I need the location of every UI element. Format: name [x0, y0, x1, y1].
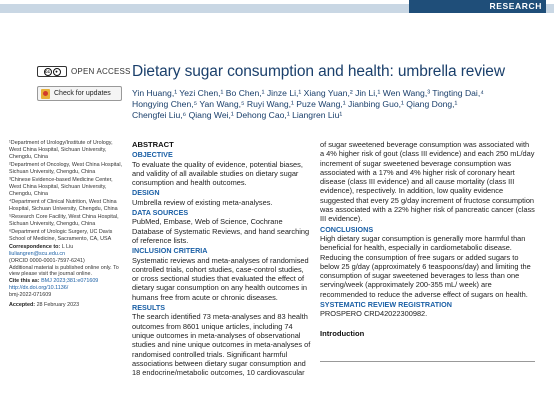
- top-bar: [0, 0, 554, 13]
- accepted-date-line: [9, 302, 124, 309]
- correspondence-email[interactable]: liuliangren@scu.edu.cn: [9, 250, 66, 257]
- registration-text: PROSPERO CRD42022300982.: [320, 309, 428, 319]
- accepted-label: Accepted:: [9, 301, 36, 308]
- crossmark-icon: [41, 89, 50, 99]
- accepted-date: 28 February 2023: [36, 301, 80, 308]
- objective-heading: OBJECTIVE: [132, 150, 173, 160]
- affiliation: ⁴Department of Clinical Nutrition, West China Hospital, Sichuan University, Chengdu, China: [9, 198, 118, 212]
- results-continued-text: of sugar sweetened beverage consumption was associated with a 4% higher risk of gout (class III evidence) and each 250 mL/day increment of sugar sweetened beverage consumption was associated with a 17% and 4% higher risk of coronary heart disease (class III evidence) and all cause mortality (class III evidence), respectively. In addition, low quality evidence suggested that every 25 g/day increment of fructose consumption was associated with a 22% higher risk of pancreatic cancer (class III evidence).: [320, 140, 535, 224]
- article-title: Dietary sugar consumption and health: umbrella review: [132, 63, 505, 80]
- correspondence: [9, 244, 124, 251]
- doi-link[interactable]: http://dx.doi.org/10.1136/: [9, 284, 69, 291]
- open-access-label: OPEN ACCESS: [71, 67, 131, 76]
- affiliation: ²Department of Oncology, West China Hospital, Sichuan University, Chengdu, China: [9, 161, 123, 175]
- inclusion-text: Systematic reviews and meta-analyses of randomised controlled trials, cohort studies, case-control studies, or cross sectional studies that evaluated the effect of dietary sugar consumption on any health outcomes in humans free from acute or chronic diseases.: [132, 255, 309, 302]
- abstract-column-1: [132, 140, 312, 378]
- affiliation: ¹Department of Urology/Institute of Urology, West China Hospital, Sichuan University, Chengdu, China: [9, 140, 113, 160]
- cite-ref[interactable]: BMJ 2023;381:e071609: [41, 278, 99, 285]
- affiliation: ⁶Department of Urologic Surgery, UC Davis School of Medicine, Sacramento, CA, USA: [9, 229, 113, 242]
- by-circle-icon: ●: [53, 68, 61, 76]
- objective-text: To evaluate the quality of evidence, potential biases, and validity of all available studies on dietary sugar consumption and health outcomes.: [132, 159, 303, 188]
- conclusions-heading: CONCLUSIONS: [320, 224, 374, 234]
- abstract-column-2: [320, 140, 535, 338]
- cc-license-icon[interactable]: [37, 66, 67, 77]
- section-label: RESEARCH: [409, 0, 546, 13]
- abstract-heading: ABSTRACT: [132, 140, 174, 149]
- author-line: Chengfei Liu,⁶ Qiang Wei,¹ Dehong Cao,¹ Liangren Liu¹: [132, 110, 343, 120]
- data-sources-heading: DATA SOURCES: [132, 208, 189, 218]
- introduction-heading: Introduction: [320, 328, 365, 338]
- design-heading: DESIGN: [132, 188, 160, 198]
- design-text: Umbrella review of existing meta-analyses.: [132, 197, 273, 207]
- check-for-updates-button[interactable]: [37, 86, 122, 101]
- results-heading: RESULTS: [132, 303, 166, 313]
- divider: [320, 361, 535, 362]
- correspondence-name: L Liu: [61, 244, 74, 251]
- affiliation: ⁵Research Core Facility, West China Hospital, Sichuan University, Chengdu, China: [9, 213, 119, 227]
- author-line: Yin Huang,¹ Yezi Chen,¹ Bo Chen,¹ Jinze Li,¹ Xiang Yuan,² Jin Li,¹ Wen Wang,³ Tingting Dai,⁴: [132, 88, 484, 98]
- author-list: [132, 88, 532, 121]
- open-access-badge: [37, 66, 131, 77]
- correspondence-label: Correspondence to:: [9, 244, 61, 251]
- conclusions-text: High dietary sugar consumption is generally more harmful than beneficial for health, especially in cardiometabolic disease. Reducing the consumption of free sugars or added sugars to below 25 g/day (approximately 6 teaspoons/day) and limiting the consumption of sugar sweetened beverages to less than one serving/week (approximately 200-355 mL/ week) are recommended to reduce the adverse effect of sugars on health.: [320, 233, 531, 299]
- cite-line: [9, 278, 124, 285]
- doi-id: bmj-2022-071609: [9, 291, 52, 298]
- affiliation: ³Chinese Evidence-based Medicine Center, West China Hospital, Sichuan University, Chengdu, China: [9, 176, 113, 197]
- affiliations-sidebar: [9, 140, 124, 308]
- inclusion-heading: INCLUSION CRITERIA: [132, 246, 208, 256]
- check-updates-label: Check for updates: [54, 90, 111, 97]
- results-text: The search identified 73 meta-analyses and 83 health outcomes from 8601 unique articles, including 74 unique outcomes in meta-analyses of observational studies and nine unique outcomes in meta-analyses of randomised controlled trials. Significant harmful associations between dietary sugar consumption and 18 endocrine/metabolic outcomes, 10 cardiovascular: [132, 312, 311, 378]
- author-line: Hongying Chen,⁵ Yan Wang,⁵ Ruyi Wang,¹ Puze Wang,¹ Jianbing Guo,¹ Qiang Dong,¹: [132, 99, 458, 109]
- supplementary-note: Additional material is published online only. To view please visit the journal online.: [9, 264, 119, 278]
- cite-label: Cite this as:: [9, 278, 40, 285]
- orcid: (ORCID 0000-0001-7597-6241): [9, 257, 85, 264]
- cc-circle-icon: cc: [44, 69, 50, 74]
- registration-heading: SYSTEMATIC REVIEW REGISTRATION: [320, 300, 452, 310]
- data-sources-text: PubMed, Embase, Web of Science, Cochrane Database of Systematic Reviews, and hand searching of reference lists.: [132, 217, 310, 245]
